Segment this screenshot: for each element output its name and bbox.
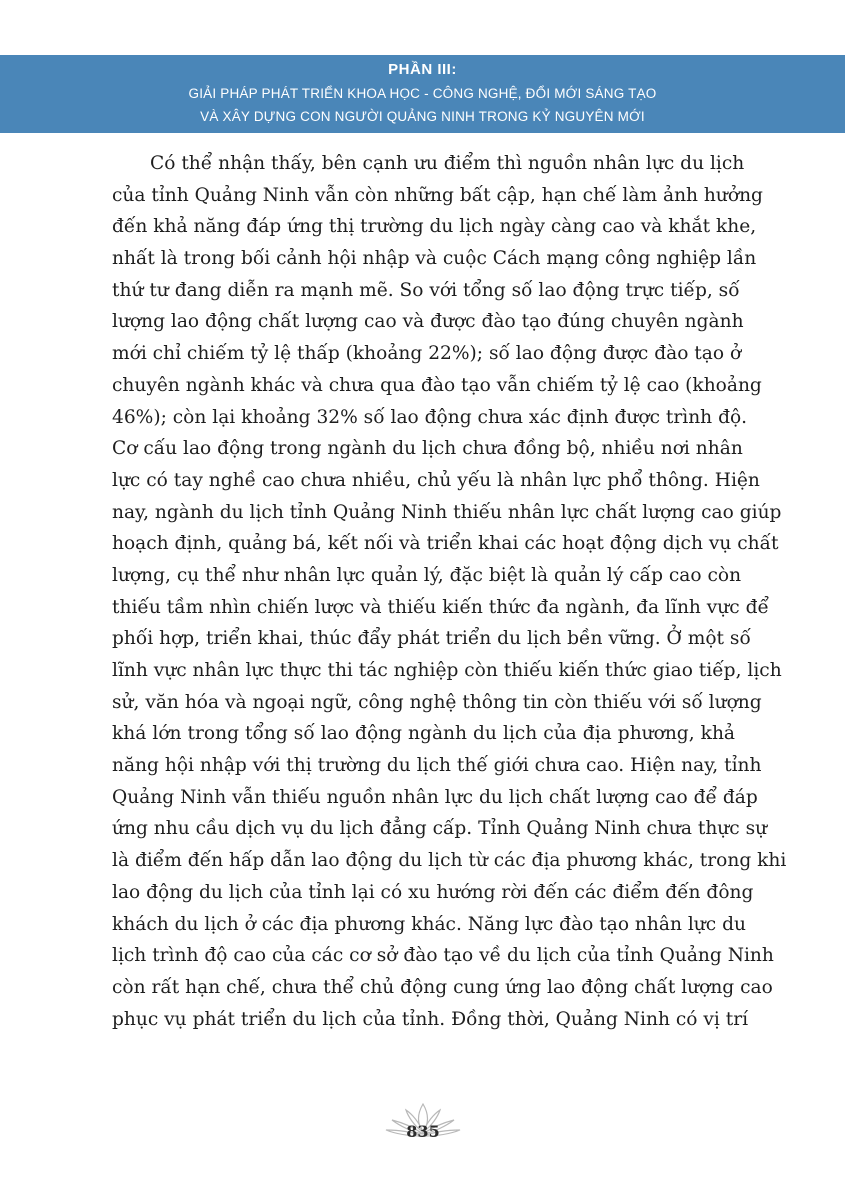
text-line: chuyên ngành khác và chưa qua đào tạo vẫn chiếm tỷ lệ cao (khoảng (112, 374, 762, 396)
text-line: nay, ngành du lịch tỉnh Quảng Ninh thiếu nhân lực chất lượng cao giúp (112, 501, 782, 523)
text-line: lực có tay nghề cao chưa nhiều, chủ yếu là nhân lực phổ thông. Hiện (112, 469, 760, 491)
text-line: 46%); còn lại khoảng 32% số lao động chưa xác định được trình độ. (112, 406, 748, 428)
chapter-title: PHẦN III: (388, 61, 457, 78)
text-line: lĩnh vực nhân lực thực thi tác nghiệp còn thiếu kiến thức giao tiếp, lịch (112, 660, 782, 681)
text-line: hoạch định, quảng bá, kết nối và triển khai các hoạt động dịch vụ chất (112, 533, 779, 555)
text-line: Có thể nhận thấy, bên cạnh ưu điểm thì nguồn nhân lực du lịch (150, 153, 745, 174)
text-line: còn rất hạn chế, chưa thể chủ động cung ứng lao động chất lượng cao (112, 976, 773, 998)
text-line: khá lớn trong tổng số lao động ngành du lịch của địa phương, khả (112, 723, 735, 745)
text-line: Cơ cấu lao động trong ngành du lịch chưa đồng bộ, nhiều nơi nhân (112, 438, 743, 460)
text-line: khách du lịch ở các địa phương khác. Năng lực đào tạo nhân lực du (112, 913, 746, 935)
text-line: Quảng Ninh vẫn thiếu nguồn nhân lực du lịch chất lượng cao để đáp (112, 786, 758, 808)
text-line: là điểm đến hấp dẫn lao động du lịch từ các địa phương khác, trong khi (112, 850, 787, 872)
text-line: của tỉnh Quảng Ninh vẫn còn những bất cập, hạn chế làm ảnh hưởng (112, 184, 763, 206)
text-line: thứ tư đang diễn ra mạnh mẽ. So với tổng số lao động trực tiếp, số (112, 279, 740, 301)
text-line: năng hội nhập với thị trường du lịch thế giới chưa cao. Hiện nay, tỉnh (112, 755, 762, 777)
text-line: lượng lao động chất lượng cao và được đào tạo đúng chuyên ngành (112, 311, 744, 333)
text-line: đến khả năng đáp ứng thị trường du lịch ngày càng cao và khắt khe, (112, 216, 757, 238)
chapter-header-band (0, 55, 845, 133)
text-line: phối hợp, triển khai, thúc đẩy phát triển du lịch bền vững. Ở một số (112, 628, 751, 650)
page-number: 835 (406, 1122, 440, 1141)
text-line: mới chỉ chiếm tỷ lệ thấp (khoảng 22%); số lao động được đào tạo ở (112, 343, 742, 365)
text-line: lượng, cụ thể như nhân lực quản lý, đặc biệt là quản lý cấp cao còn (112, 564, 742, 586)
text-line: lao động du lịch của tỉnh lại có xu hướng rời đến các điểm đến đông (112, 881, 754, 903)
text-line: nhất là trong bối cảnh hội nhập và cuộc Cách mạng công nghiệp lần (112, 248, 757, 270)
text-line: ứng nhu cầu dịch vụ du lịch đẳng cấp. Tỉnh Quảng Ninh chưa thực sự (112, 818, 768, 840)
text-line: thiếu tầm nhìn chiến lược và thiếu kiến thức đa ngành, đa lĩnh vực để (112, 596, 769, 618)
text-line: lịch trình độ cao của các cơ sở đào tạo về du lịch của tỉnh Quảng Ninh (112, 945, 774, 967)
chapter-subtitle-line-2: VÀ XÂY DỰNG CON NGƯỜI QUẢNG NINH TRONG KỶ NGUYÊN MỚI (200, 109, 645, 124)
body-paragraph (112, 148, 787, 1035)
text-line: sử, văn hóa và ngoại ngữ, công nghệ thông tin còn thiếu với số lượng (112, 691, 762, 713)
text-line: phục vụ phát triển du lịch của tỉnh. Đồng thời, Quảng Ninh có vị trí (112, 1008, 749, 1030)
chapter-subtitle-line-1: GIẢI PHÁP PHÁT TRIỂN KHOA HỌC - CÔNG NGHỆ, ĐỔI MỚI SÁNG TẠO (188, 86, 657, 101)
